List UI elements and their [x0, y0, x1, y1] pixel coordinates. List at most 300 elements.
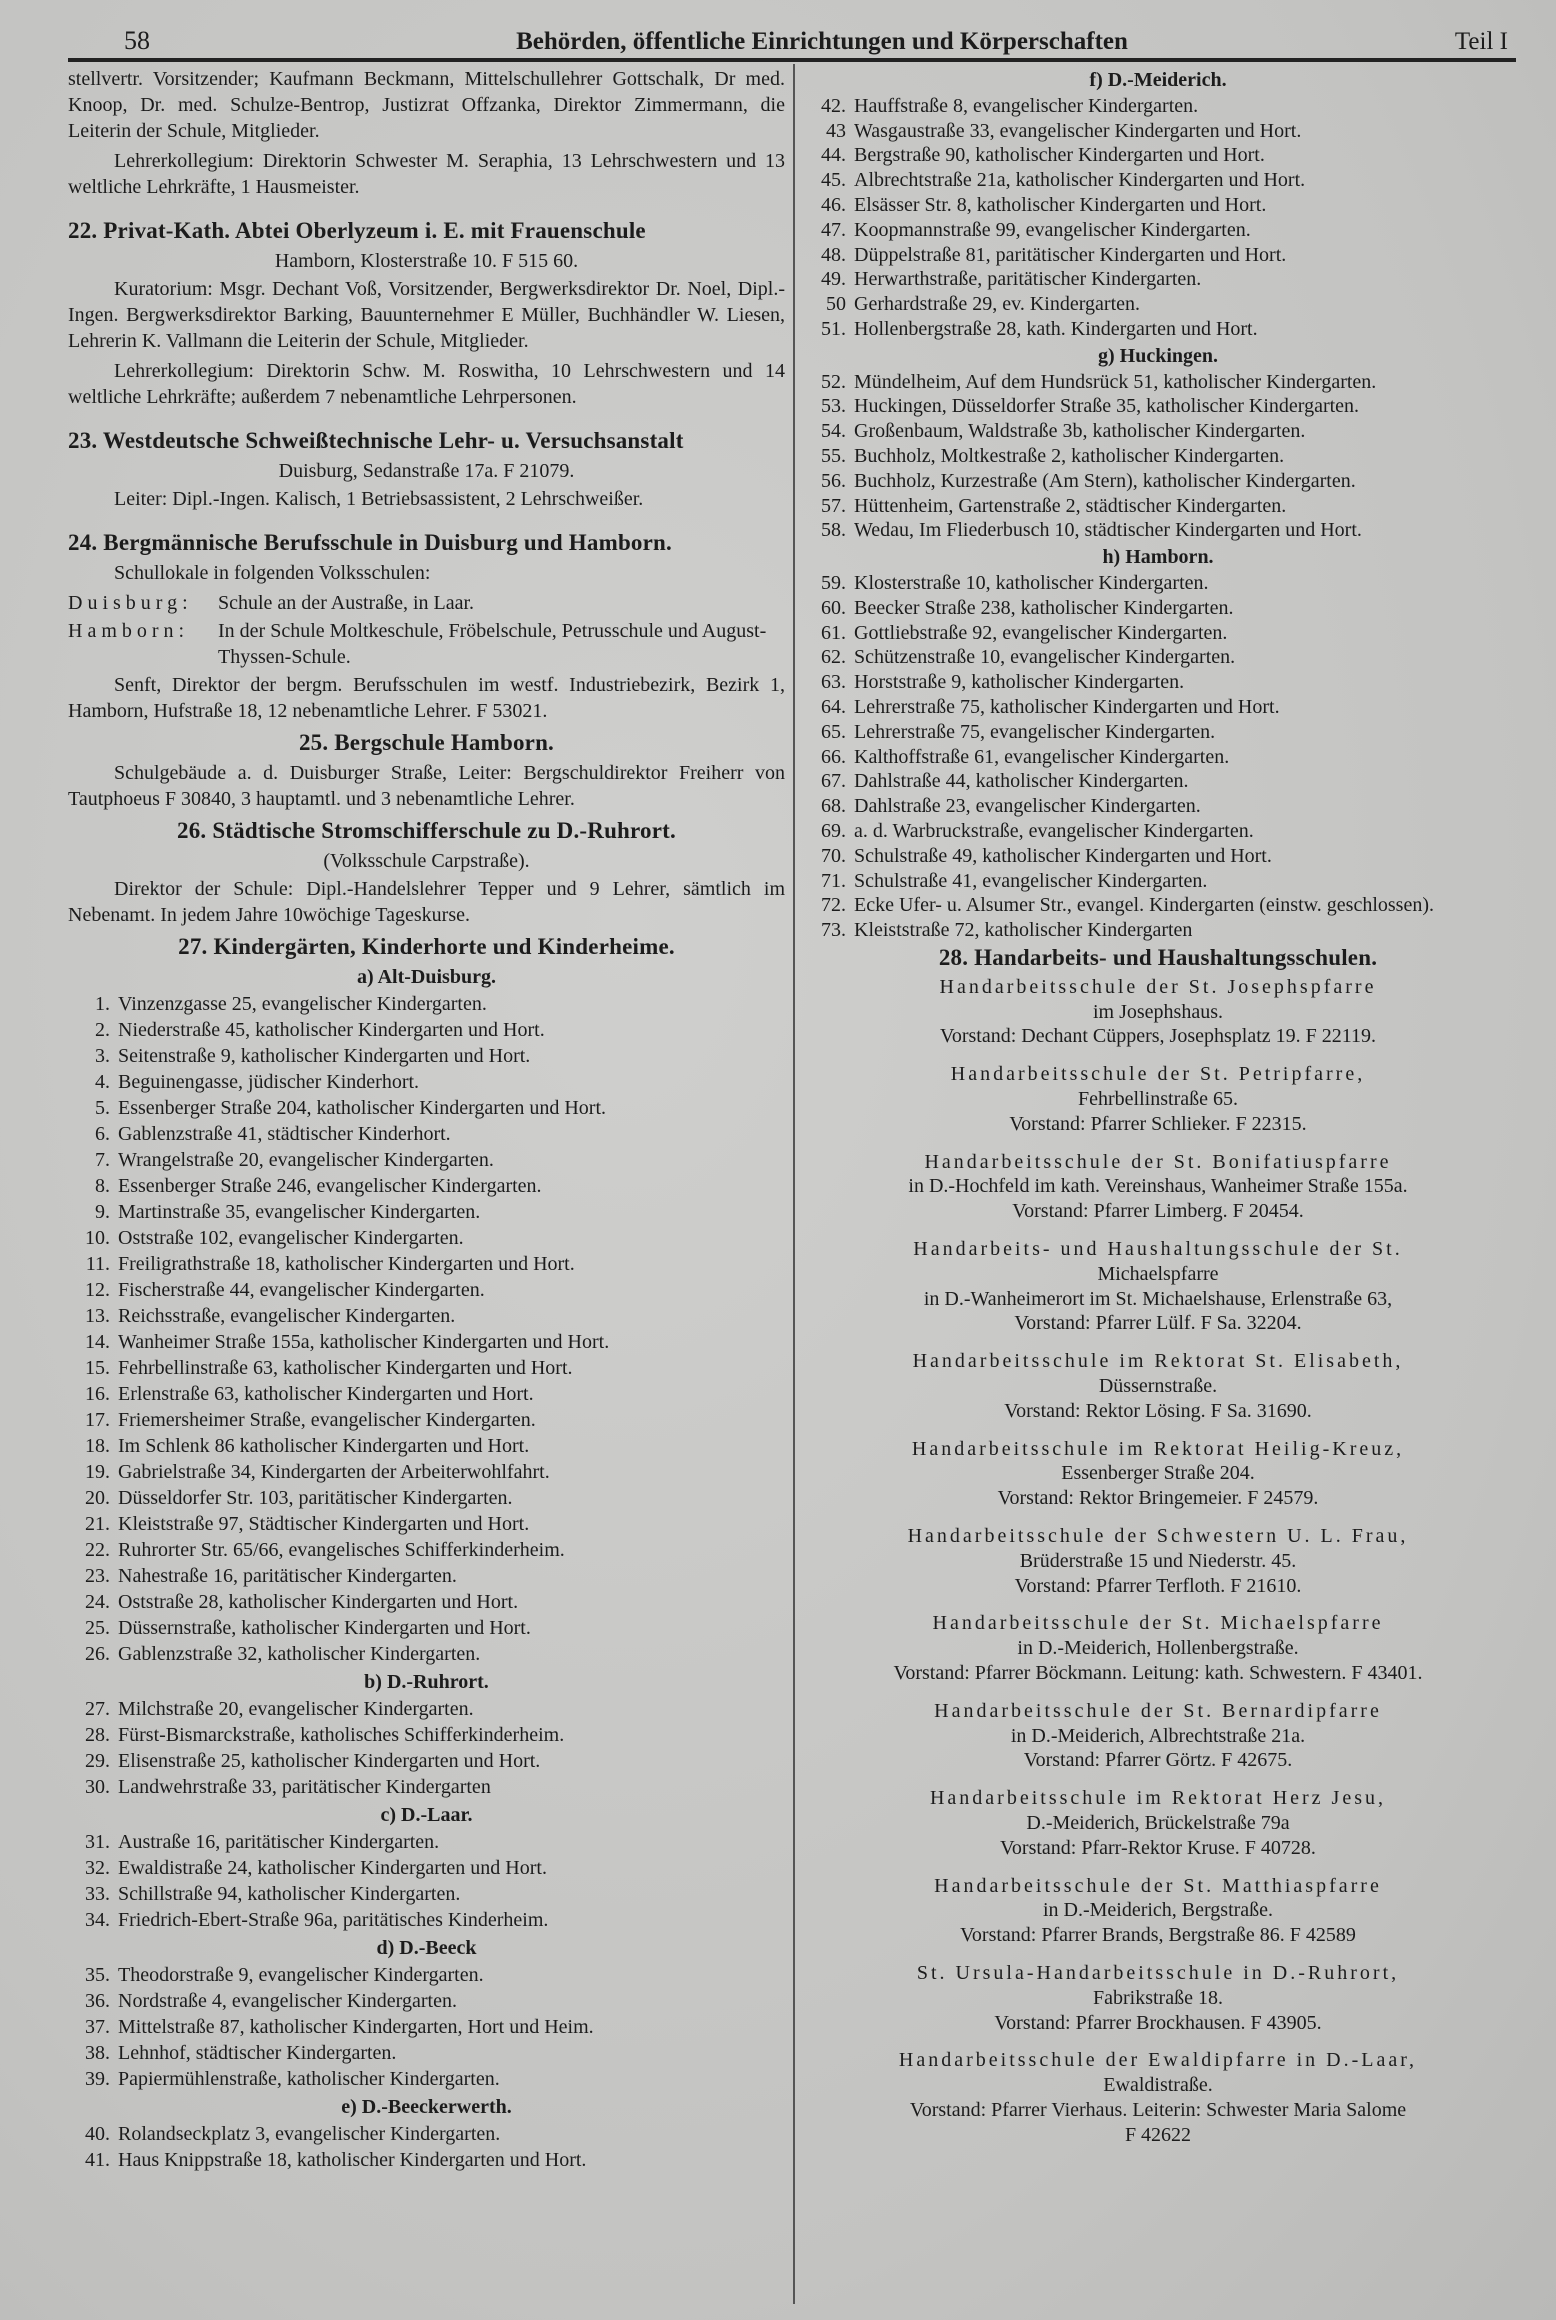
- item-number: 21.: [85, 1513, 110, 1535]
- item-text: Im Schlenk 86 katholischer Kindergarten und Hort.: [118, 1435, 530, 1457]
- item-number: 32.: [85, 1857, 110, 1879]
- item-text: Fürst-Bismarckstraße, katholisches Schifferkinderheim.: [118, 1724, 565, 1746]
- list-item: [68, 1829, 785, 1855]
- list-item: [804, 143, 1512, 168]
- item-text: Gabrielstraße 34, Kindergarten der Arbeiterwohlfahrt.: [118, 1461, 550, 1483]
- item-text: Haus Knippstraße 18, katholischer Kindergarten und Hort.: [118, 2149, 587, 2171]
- item-number: 61.: [821, 621, 846, 644]
- item-text: Lehnhof, städtischer Kindergarten.: [118, 2042, 397, 2064]
- item-text: Erlenstraße 63, katholischer Kindergarten und Hort.: [118, 1383, 534, 1405]
- list-item: [68, 1855, 785, 1881]
- list-item: [804, 168, 1512, 193]
- item-text: Wanheimer Straße 155a, katholischer Kindergarten und Hort.: [118, 1331, 610, 1353]
- item-number: 47.: [821, 218, 846, 241]
- section-heading: 22. Privat-Kath. Abtei Oberlyzeum i. E. mit Frauenschule: [68, 218, 646, 243]
- school-entry: [804, 1699, 1512, 1773]
- school-name: Handarbeitsschule der Ewaldipfarre in D.-Laar,: [898, 2049, 1418, 2072]
- item-number: 43: [826, 119, 846, 142]
- list-item: [804, 645, 1512, 670]
- item-number: 55.: [821, 444, 846, 467]
- item-text: Gablenzstraße 32, katholischer Kindergarten.: [118, 1643, 481, 1665]
- location-text: In der Schule Moltkeschule, Fröbelschule, Petrusschule und August-Thyssen-Schule.: [218, 620, 767, 668]
- item-number: 25.: [85, 1617, 110, 1639]
- item-number: 39.: [85, 2068, 110, 2090]
- item-number: 14.: [85, 1331, 110, 1353]
- school-detail: Vorstand: Pfarrer Terfloth. F 21610.: [1014, 1574, 1302, 1597]
- item-number: 51.: [821, 317, 846, 340]
- item-number: 53.: [821, 395, 846, 418]
- list-item: [68, 2066, 785, 2092]
- section-heading: 27. Kindergärten, Kinderhorte und Kinderheime.: [178, 934, 675, 959]
- item-text: Düssernstraße, katholischer Kindergarten und Hort.: [118, 1617, 531, 1639]
- list-item: [68, 1615, 785, 1641]
- list-item: [68, 1511, 785, 1537]
- item-text: Kleiststraße 97, Städtischer Kindergarten und Hort.: [118, 1513, 530, 1535]
- item-number: 59.: [821, 571, 846, 594]
- item-text: Bergstraße 90, katholischer Kindergarten und Hort.: [854, 144, 1265, 167]
- location-entry: [68, 590, 785, 616]
- running-title: Behörden, öffentliche Einrichtungen und Körperschaften: [516, 28, 1128, 55]
- item-text: Oststraße 102, evangelischer Kindergarten.: [118, 1227, 464, 1249]
- school-entry: [804, 1524, 1512, 1598]
- list-item: [68, 1774, 785, 1800]
- list-item: [68, 1121, 785, 1147]
- paragraph: Schulgebäude a. d. Duisburger Straße, Leiter: Bergschuldirektor Freiherr von Tautphoeus F 30840, 3 hauptamtl. und 3 nebenamtliche Lehrer.: [68, 762, 785, 810]
- school-detail: in D.-Wanheimerort im St. Michaelshause, Erlenstraße 63,: [923, 1287, 1393, 1310]
- item-text: Ewaldistraße 24, katholischer Kindergarten und Hort.: [118, 1857, 547, 1879]
- item-text: Albrechtstraße 21a, katholischer Kindergarten und Hort.: [854, 169, 1306, 192]
- school-detail: Düssernstraße.: [1098, 1375, 1218, 1398]
- item-text: Gablenzstraße 41, städtischer Kinderhort.: [118, 1123, 451, 1145]
- list-item: [68, 1485, 785, 1511]
- school-detail: Fabrikstraße 18.: [1093, 1986, 1223, 2009]
- list-item: [68, 2121, 785, 2147]
- item-text: Hüttenheim, Gartenstraße 2, städtischer Kindergarten.: [854, 494, 1287, 517]
- section-heading: 26. Städtische Stromschifferschule zu D.-Ruhrort.: [177, 818, 676, 843]
- school-detail: in D.-Hochfeld im kath. Vereinshaus, Wanheimer Straße 155a.: [908, 1175, 1408, 1198]
- subsection-heading: f) D.-Meiderich.: [1089, 69, 1227, 91]
- list-item: [804, 218, 1512, 243]
- list-item: [804, 819, 1512, 844]
- item-number: 40.: [85, 2123, 110, 2145]
- paragraph: Schullokale in folgenden Volksschulen:: [114, 562, 431, 584]
- school-detail: im Josephshaus.: [1093, 1000, 1223, 1023]
- list-item: [68, 1962, 785, 1988]
- school-detail: Vorstand: Rektor Lösing. F Sa. 31690.: [1004, 1399, 1312, 1422]
- subsection-heading: h) Hamborn.: [1102, 546, 1214, 569]
- item-number: 64.: [821, 695, 846, 718]
- list-item: [804, 119, 1512, 144]
- item-number: 5.: [95, 1097, 110, 1119]
- item-number: 22.: [85, 1539, 110, 1561]
- item-text: Wasgaustraße 33, evangelischer Kindergarten und Hort.: [854, 119, 1302, 142]
- item-number: 6.: [95, 1123, 110, 1145]
- item-number: 11.: [85, 1253, 110, 1275]
- item-number: 50: [826, 293, 846, 316]
- item-number: 62.: [821, 646, 846, 669]
- list-item: [68, 1043, 785, 1069]
- item-text: Milchstraße 20, evangelischer Kindergarten.: [118, 1698, 474, 1720]
- right-column: [804, 66, 1512, 2161]
- page-header: [68, 22, 1516, 58]
- item-number: 38.: [85, 2042, 110, 2064]
- item-number: 28.: [85, 1724, 110, 1746]
- item-text: Theodorstraße 9, evangelischer Kindergarten.: [118, 1964, 484, 1986]
- item-number: 65.: [821, 720, 846, 743]
- section-heading: 28. Handarbeits- und Haushaltungsschulen.: [938, 944, 1378, 970]
- item-text: Martinstraße 35, evangelischer Kindergarten.: [118, 1201, 481, 1223]
- list-item: [68, 1988, 785, 2014]
- list-item: [68, 1381, 785, 1407]
- item-number: 26.: [85, 1643, 110, 1665]
- item-text: Lehrerstraße 75, katholischer Kindergarten und Hort.: [854, 695, 1280, 718]
- item-number: 66.: [821, 745, 846, 768]
- list-item: [68, 1407, 785, 1433]
- school-detail: F 42622: [1124, 2123, 1192, 2146]
- list-item: [804, 720, 1512, 745]
- school-detail: Vorstand: Dechant Cüppers, Josephsplatz 19. F 22119.: [939, 1025, 1377, 1048]
- item-text: Hauffstraße 8, evangelischer Kindergarten.: [854, 94, 1199, 117]
- item-number: 30.: [85, 1776, 110, 1798]
- school-detail: Vorstand: Pfarrer Görtz. F 42675.: [1023, 1749, 1293, 1772]
- school-detail: Vorstand: Pfarrer Böckmann. Leitung: kath. Schwestern. F 43401.: [893, 1662, 1423, 1685]
- part-label: Teil I: [1454, 28, 1508, 55]
- list-item: [804, 94, 1512, 119]
- item-text: Mündelheim, Auf dem Hundsrück 51, katholischer Kindergarten.: [854, 370, 1377, 393]
- list-item: [68, 1748, 785, 1774]
- list-item: [68, 1722, 785, 1748]
- school-detail: in D.-Meiderich, Albrechtstraße 21a.: [1010, 1724, 1306, 1747]
- item-text: Nordstraße 4, evangelischer Kindergarten.: [118, 1990, 457, 2012]
- item-text: Papiermühlenstraße, katholischer Kindergarten.: [118, 2068, 500, 2090]
- item-number: 2.: [95, 1019, 110, 1041]
- item-text: Essenberger Straße 246, evangelischer Kindergarten.: [118, 1175, 542, 1197]
- item-text: Buchholz, Moltkestraße 2, katholischer Kindergarten.: [854, 444, 1285, 467]
- item-number: 19.: [85, 1461, 110, 1483]
- list-item: [804, 695, 1512, 720]
- item-number: 72.: [821, 894, 846, 917]
- school-entry: [804, 1961, 1512, 2035]
- school-detail: Vorstand: Rektor Bringemeier. F 24579.: [997, 1487, 1319, 1510]
- school-entry: [804, 1237, 1512, 1336]
- item-number: 60.: [821, 596, 846, 619]
- item-text: Austraße 16, paritätischer Kindergarten.: [118, 1831, 440, 1853]
- list-item: [68, 1907, 785, 1933]
- school-name: Handarbeitsschule der St. Michaelspfarre: [932, 1612, 1384, 1635]
- page-number: 58: [124, 26, 150, 55]
- list-item: [68, 1095, 785, 1121]
- item-text: Schillstraße 94, katholischer Kindergarten.: [118, 1883, 461, 1905]
- item-text: Fehrbellinstraße 63, katholischer Kindergarten und Hort.: [118, 1357, 573, 1379]
- address-line: (Volksschule Carpstraße).: [323, 850, 530, 872]
- subsection-heading: d) D.-Beeck: [376, 1937, 477, 1959]
- item-text: Koopmannstraße 99, evangelischer Kindergarten.: [854, 218, 1251, 241]
- list-item: [68, 991, 785, 1017]
- paragraph: Lehrerkollegium: Direktorin Schwester M. Seraphia, 13 Lehrschwestern und 13 weltliche Lehrkräfte, 1 Hausmeister.: [68, 150, 785, 198]
- list-item: [68, 1225, 785, 1251]
- item-text: Seitenstraße 9, katholischer Kindergarten und Hort.: [118, 1045, 531, 1067]
- school-name: Handarbeitsschule der St. Bonifatiuspfarre: [924, 1150, 1392, 1173]
- list-item: [804, 844, 1512, 869]
- item-text: Elsässer Str. 8, katholischer Kindergarten und Hort.: [854, 193, 1267, 216]
- item-text: Herwarthstraße, paritätischer Kindergarten.: [854, 268, 1202, 291]
- school-name: Handarbeitsschule im Rektorat Heilig-Kreuz,: [911, 1437, 1405, 1460]
- paragraph: stellvertr. Vorsitzender; Kaufmann Beckmann, Mittelschullehrer Gottschalk, Dr med. Knoop, Dr. med. Schulze-Bentrop, Justizrat Offzanka, Direktor Zimmermann, die Leiterin der Schule, Mitglieder.: [68, 68, 785, 142]
- school-detail: D.-Meiderich, Brückelstraße 79a: [1026, 1812, 1290, 1834]
- item-text: Gerhardstraße 29, ev. Kindergarten.: [854, 293, 1140, 316]
- list-item: [68, 1147, 785, 1173]
- item-number: 46.: [821, 193, 846, 216]
- item-text: Schulstraße 49, katholischer Kindergarten und Hort.: [854, 844, 1272, 867]
- list-item: [804, 518, 1512, 543]
- item-number: 31.: [85, 1831, 110, 1853]
- item-number: 63.: [821, 671, 846, 694]
- item-number: 29.: [85, 1750, 110, 1772]
- item-number: 10.: [85, 1227, 110, 1249]
- school-detail: Vorstand: Pfarrer Lülf. F Sa. 32204.: [1014, 1312, 1302, 1335]
- item-number: 20.: [85, 1487, 110, 1509]
- address-line: Hamborn, Klosterstraße 10. F 515 60.: [274, 250, 579, 272]
- item-text: Reichsstraße, evangelischer Kindergarten.: [118, 1305, 456, 1327]
- section-heading: 23. Westdeutsche Schweißtechnische Lehr- u. Versuchsanstalt: [68, 428, 684, 453]
- list-item: [804, 918, 1512, 943]
- school-detail: Ewaldistraße.: [1103, 2074, 1213, 2097]
- item-text: Elisenstraße 25, katholischer Kindergarten und Hort.: [118, 1750, 541, 1772]
- paragraph: Direktor der Schule: Dipl.-Handelslehrer Tepper und 9 Lehrer, sämtlich im Nebenamt. In jedem Jahre 10wöchige Tageskurse.: [68, 878, 785, 926]
- left-column: [68, 66, 785, 2173]
- list-item: [68, 1459, 785, 1485]
- item-number: 9.: [95, 1201, 110, 1223]
- item-text: Großenbaum, Waldstraße 3b, katholischer Kindergarten.: [854, 420, 1306, 443]
- list-item: [804, 670, 1512, 695]
- item-text: Vinzenzgasse 25, evangelischer Kindergarten.: [118, 993, 487, 1015]
- item-number: 16.: [85, 1383, 110, 1405]
- item-number: 37.: [85, 2016, 110, 2038]
- school-entry: [804, 1437, 1512, 1511]
- list-item: [804, 621, 1512, 646]
- item-number: 44.: [821, 144, 846, 167]
- school-detail: Vorstand: Pfarr-Rektor Kruse. F 40728.: [1000, 1836, 1316, 1859]
- school-name: Handarbeitsschule der St. Josephspfarre: [939, 975, 1377, 998]
- list-item: [68, 1303, 785, 1329]
- school-detail: Vorstand: Pfarrer Brockhausen. F 43905.: [994, 2011, 1322, 2034]
- item-number: 34.: [85, 1909, 110, 1931]
- school-name: Handarbeitsschule der St. Petripfarre,: [950, 1063, 1366, 1086]
- item-number: 71.: [821, 869, 846, 892]
- school-name: Handarbeits- und Haushaltungsschule der St.: [913, 1238, 1403, 1261]
- column-divider: [793, 64, 795, 2304]
- list-item: [804, 869, 1512, 894]
- list-item: [804, 571, 1512, 596]
- item-number: 56.: [821, 469, 846, 492]
- list-item: [68, 1199, 785, 1225]
- school-name: Handarbeitsschule der St. Matthiaspfarre: [934, 1874, 1382, 1897]
- list-item: [804, 444, 1512, 469]
- item-number: 13.: [85, 1305, 110, 1327]
- item-number: 70.: [821, 844, 846, 867]
- item-text: Oststraße 28, katholischer Kindergarten und Hort.: [118, 1591, 519, 1613]
- school-entry: [804, 1611, 1512, 1685]
- item-number: 68.: [821, 795, 846, 818]
- school-detail: in D.-Meiderich, Bergstraße.: [1042, 1899, 1274, 1922]
- item-text: Fischerstraße 44, evangelischer Kindergarten.: [118, 1279, 485, 1301]
- school-detail: Vorstand: Pfarrer Brands, Bergstraße 86. F 42589: [960, 1924, 1356, 1947]
- item-number: 52.: [821, 370, 846, 393]
- school-name: Handarbeitsschule der St. Bernardipfarre: [934, 1699, 1382, 1722]
- school-detail: Vorstand: Pfarrer Schlieker. F 22315.: [1009, 1112, 1307, 1135]
- list-item: [68, 1433, 785, 1459]
- item-text: Kleiststraße 72, katholischer Kindergarten: [854, 919, 1193, 942]
- item-number: 36.: [85, 1990, 110, 2012]
- item-number: 67.: [821, 770, 846, 793]
- list-item: [68, 2014, 785, 2040]
- item-number: 27.: [85, 1698, 110, 1720]
- item-text: Wedau, Im Fliederbusch 10, städtischer Kindergarten und Hort.: [854, 519, 1362, 542]
- item-number: 7.: [95, 1149, 110, 1171]
- item-text: Landwehrstraße 33, paritätischer Kindergarten: [118, 1776, 491, 1798]
- item-number: 15.: [85, 1357, 110, 1379]
- list-item: [804, 893, 1512, 918]
- item-text: Mittelstraße 87, katholischer Kindergarten, Hort und Heim.: [118, 2016, 594, 2038]
- item-text: Ecke Ufer- u. Alsumer Str., evangel. Kindergarten (einstw. geschlossen).: [854, 894, 1434, 917]
- item-text: Dahlstraße 23, evangelischer Kindergarten.: [854, 795, 1201, 818]
- item-number: 23.: [85, 1565, 110, 1587]
- item-text: Horststraße 9, katholischer Kindergarten.: [854, 671, 1185, 694]
- item-number: 4.: [95, 1071, 110, 1093]
- subsection-heading: c) D.-Laar.: [380, 1804, 473, 1826]
- item-text: Huckingen, Düsseldorfer Straße 35, katholischer Kindergarten.: [854, 395, 1360, 418]
- location-entry: [68, 618, 785, 670]
- item-number: 73.: [821, 919, 846, 942]
- item-number: 69.: [821, 819, 846, 842]
- item-text: Hollenbergstraße 28, kath. Kindergarten und Hort.: [854, 317, 1258, 340]
- item-number: 33.: [85, 1883, 110, 1905]
- item-text: Buchholz, Kurzestraße (Am Stern), katholischer Kindergarten.: [854, 469, 1356, 492]
- item-text: Niederstraße 45, katholischer Kindergarten und Hort.: [118, 1019, 545, 1041]
- school-detail: Fehrbellinstraße 65.: [1078, 1088, 1238, 1111]
- list-item: [68, 1563, 785, 1589]
- item-number: 45.: [821, 169, 846, 192]
- item-text: Schützenstraße 10, evangelischer Kindergarten.: [854, 646, 1236, 669]
- list-item: [804, 419, 1512, 444]
- item-text: Ruhrorter Str. 65/66, evangelisches Schifferkinderheim.: [118, 1539, 565, 1561]
- list-item: [804, 317, 1512, 342]
- school-detail: Brüderstraße 15 und Niederstr. 45.: [1019, 1549, 1297, 1572]
- list-item: [804, 394, 1512, 419]
- list-item: [804, 794, 1512, 819]
- subsection-heading: b) D.-Ruhrort.: [364, 1671, 489, 1693]
- item-number: 41.: [85, 2149, 110, 2171]
- location-label: Hamborn:: [68, 620, 190, 642]
- item-text: Wrangelstraße 20, evangelischer Kindergarten.: [118, 1149, 494, 1171]
- item-number: 58.: [821, 519, 846, 542]
- item-text: Schulstraße 41, evangelischer Kindergarten.: [854, 869, 1208, 892]
- list-item: [68, 1641, 785, 1667]
- list-item: [804, 193, 1512, 218]
- school-entry: [804, 1874, 1512, 1948]
- list-item: [68, 2147, 785, 2173]
- item-number: 3.: [95, 1045, 110, 1067]
- item-text: Düppelstraße 81, paritätischer Kindergarten und Hort.: [854, 243, 1287, 266]
- school-detail: Vorstand: Pfarrer Limberg. F 20454.: [1012, 1200, 1304, 1223]
- item-text: Beguinengasse, jüdischer Kinderhort.: [118, 1071, 420, 1093]
- list-item: [804, 596, 1512, 621]
- item-text: Beecker Straße 238, katholischer Kindergarten.: [854, 596, 1234, 619]
- section-heading: 25. Bergschule Hamborn.: [298, 730, 555, 755]
- school-entry: [804, 1150, 1512, 1224]
- item-number: 17.: [85, 1409, 110, 1431]
- list-item: [68, 2040, 785, 2066]
- location-text: Schule an der Austraße, in Laar.: [218, 592, 475, 614]
- item-text: Freiligrathstraße 18, katholischer Kindergarten und Hort.: [118, 1253, 575, 1275]
- item-number: 1.: [95, 993, 110, 1015]
- list-item: [804, 769, 1512, 794]
- item-number: 49.: [821, 268, 846, 291]
- school-entry: [804, 1349, 1512, 1423]
- school-name: Handarbeitsschule im Rektorat Herz Jesu,: [929, 1787, 1386, 1810]
- list-item: [68, 1537, 785, 1563]
- item-number: 57.: [821, 494, 846, 517]
- school-detail: Vorstand: Pfarrer Vierhaus. Leiterin: Schwester Maria Salome: [909, 2098, 1407, 2121]
- list-item: [68, 1017, 785, 1043]
- item-number: 35.: [85, 1964, 110, 1986]
- item-number: 18.: [85, 1435, 110, 1457]
- item-number: 48.: [821, 243, 846, 266]
- item-number: 54.: [821, 420, 846, 443]
- list-item: [68, 1881, 785, 1907]
- location-label: Duisburg:: [68, 592, 193, 614]
- list-item: [68, 1696, 785, 1722]
- item-number: 42.: [821, 94, 846, 117]
- item-text: Essenberger Straße 204, katholischer Kindergarten und Hort.: [118, 1097, 607, 1119]
- list-item: [68, 1277, 785, 1303]
- list-item: [804, 267, 1512, 292]
- list-item: [804, 745, 1512, 770]
- item-text: Friedrich-Ebert-Straße 96a, paritätisches Kinderheim.: [118, 1909, 549, 1931]
- list-item: [804, 370, 1512, 395]
- list-item: [804, 469, 1512, 494]
- school-name: Handarbeitsschule im Rektorat St. Elisabeth,: [912, 1350, 1404, 1373]
- school-entry: [804, 2048, 1512, 2147]
- paragraph: Lehrerkollegium: Direktorin Schw. M. Roswitha, 10 Lehrschwestern und 14 weltliche Lehrkräfte; außerdem 7 nebenamtliche Lehrpersonen.: [68, 360, 785, 408]
- list-item: [804, 494, 1512, 519]
- school-entry: [804, 975, 1512, 1049]
- item-text: Friemersheimer Straße, evangelischer Kindergarten.: [118, 1409, 536, 1431]
- school-detail: in D.-Meiderich, Hollenbergstraße.: [1017, 1637, 1299, 1660]
- item-text: a. d. Warbruckstraße, evangelischer Kindergarten.: [854, 819, 1254, 842]
- list-item: [68, 1069, 785, 1095]
- list-item: [68, 1173, 785, 1199]
- item-number: 8.: [95, 1175, 110, 1197]
- school-entry: [804, 1786, 1512, 1860]
- item-text: Rolandseckplatz 3, evangelischer Kindergarten.: [118, 2123, 501, 2145]
- subsection-heading: g) Huckingen.: [1097, 344, 1219, 367]
- list-item: [68, 1589, 785, 1615]
- subsection-heading: e) D.-Beeckerwerth.: [341, 2096, 512, 2118]
- subsection-heading: a) Alt-Duisburg.: [357, 966, 496, 988]
- item-text: Düsseldorfer Str. 103, paritätischer Kindergarten.: [118, 1487, 513, 1509]
- item-text: Lehrerstraße 75, evangelischer Kindergarten.: [854, 720, 1216, 743]
- paragraph: Senft, Direktor der bergm. Berufsschulen im westf. Industriebezirk, Bezirk 1, Hamborn, Hufstraße 18, 12 nebenamtliche Lehrer. F 53021.: [68, 674, 785, 722]
- item-number: 24.: [85, 1591, 110, 1613]
- list-item: [68, 1355, 785, 1381]
- address-line: Duisburg, Sedanstraße 17a. F 21079.: [278, 460, 575, 482]
- school-detail: Michaelspfarre: [1097, 1262, 1219, 1285]
- item-text: Nahestraße 16, paritätischer Kindergarten.: [118, 1565, 457, 1587]
- paragraph: Leiter: Dipl.-Ingen. Kalisch, 1 Betriebsassistent, 2 Lehrschweißer.: [114, 488, 644, 510]
- school-entry: [804, 1062, 1512, 1136]
- item-text: Kalthoffstraße 61, evangelischer Kindergarten.: [854, 745, 1230, 768]
